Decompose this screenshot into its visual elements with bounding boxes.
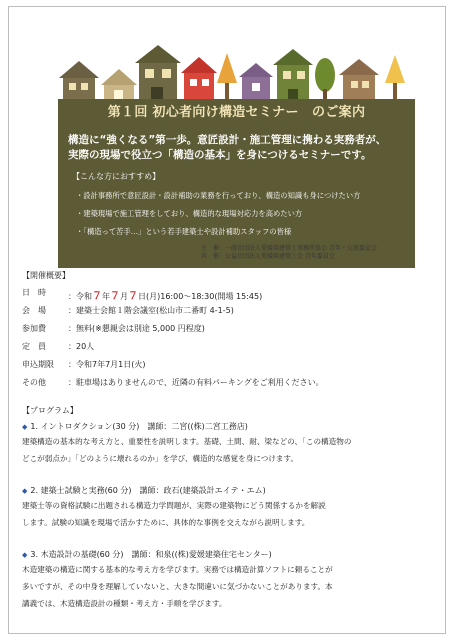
program-item-1-desc: 建築構造の基本的な考え方と、重要性を説明します。基礎、土間、耐、梁などの、「この構造物の どこが弱点か」「どのように壊れるのか」を学び、構造的な感覚を身につけます。 [22, 437, 352, 463]
capacity-label: 定 員 [22, 342, 46, 351]
lead-line-1: 構造に“強くなる”第一歩。意匠設計・施工管理に携わる実務者が、 [68, 134, 387, 146]
organizers [201, 245, 377, 261]
house-3 [135, 45, 181, 105]
recommend-item: ・「構造って苦手…」という若手建築士や設計補助スタッフの皆様 [76, 227, 292, 236]
cohost: 公益社団法人愛媛県建築士会 青年委員会 [225, 253, 335, 260]
date-row [22, 287, 262, 302]
house-6 [273, 49, 313, 105]
title-banner [58, 99, 415, 268]
tree-2 [315, 58, 335, 105]
house-4 [181, 57, 217, 105]
recommend-heading: 【こんな方におすすめ】 [72, 172, 161, 181]
diamond-icon: ◆ [22, 487, 28, 495]
tree-3 [385, 55, 405, 105]
capacity-value: ：20人 [68, 342, 95, 351]
diamond-icon: ◆ [22, 423, 28, 431]
cohost-label: 共 催： [201, 253, 226, 260]
fee-row [22, 323, 205, 334]
recommend-list [76, 187, 412, 241]
deadline-label: 申込期限 [22, 360, 54, 369]
recommend-item: ・設計事務所で意匠設計・設計補助の業務を行っており、構造の知識も身につけたい方 [76, 191, 361, 200]
lead-text [68, 133, 408, 163]
program-item-1-title: ◆ 1. イントロダクション(30 分) 講師：二宮((株)二宮工務店) [22, 422, 248, 431]
fee-label: 参加費 [22, 324, 46, 333]
houses-illustration [59, 45, 413, 105]
recommend-item: ・建築現場で施工管理をしており、構造的な現場対応力を高めたい方 [76, 209, 303, 218]
other-value: ：駐車場はありませんので、近隣の有料パーキングをご利用ください。 [68, 378, 324, 387]
host-label: 主 催： [201, 245, 226, 252]
diamond-icon: ◆ [22, 551, 28, 559]
program-heading: 【プログラム】 [22, 406, 78, 415]
deadline-value: ：令和7年7月1日(火) [68, 360, 146, 369]
host: 一般社団法人愛媛県建築士事務所協会 青年・交流委員会 [225, 245, 377, 252]
venue-value: ：建築士会館１階会議室(松山市二番町 4-1-5) [68, 306, 234, 315]
page-title: 第１回 初心者向け構造セミナー のご案内 [107, 105, 366, 120]
venue-row [22, 305, 234, 316]
deadline-row [22, 359, 146, 370]
other-row [22, 377, 324, 388]
program-item-3-desc: 木造建築の構造に関する基本的な考え方を学びます。実務では構造計算ソフトに頼ることが 多いですが、その中身を理解していないと、大きな間違いに気づかないことがあります。本 講義では、木造構造設計の種類・考え方・手順を学びます。 [22, 565, 333, 608]
lead-line-2: 実際の現場で役立つ「構造の基本」を身につけるセミナーです。 [68, 149, 372, 161]
flyer-page [8, 6, 446, 634]
tree-1 [217, 53, 237, 105]
date-value: ：令和７年７月７日(月)16:00～18:30(開場 15:45) [68, 291, 263, 302]
capacity-row [22, 341, 94, 352]
program-item-2-desc: 建築士等の資格試験に出題される構造力学問題が、実際の建築物にどう関係するかを解説 します。試験の知識を現場で活かすために、具体的な事例を交えながら説明します。 [22, 501, 326, 527]
program-item-2-title: ◆ 2. 建築士試験と実務(60 分) 講師：政石(建築設計エイテ・エム) [22, 486, 266, 495]
venue-label: 会 場 [22, 306, 46, 315]
overview-heading: 【開催概要】 [22, 271, 70, 280]
fee-value: ：無料(※懇親会は別途 5,000 円程度) [68, 324, 205, 333]
date-label: 日 時 [22, 288, 46, 297]
other-label: その他 [22, 378, 46, 387]
program-item-3-title: ◆ 3. 木造設計の基礎(60 分) 講師：和泉((株)愛媛建築住宅センター) [22, 550, 272, 559]
